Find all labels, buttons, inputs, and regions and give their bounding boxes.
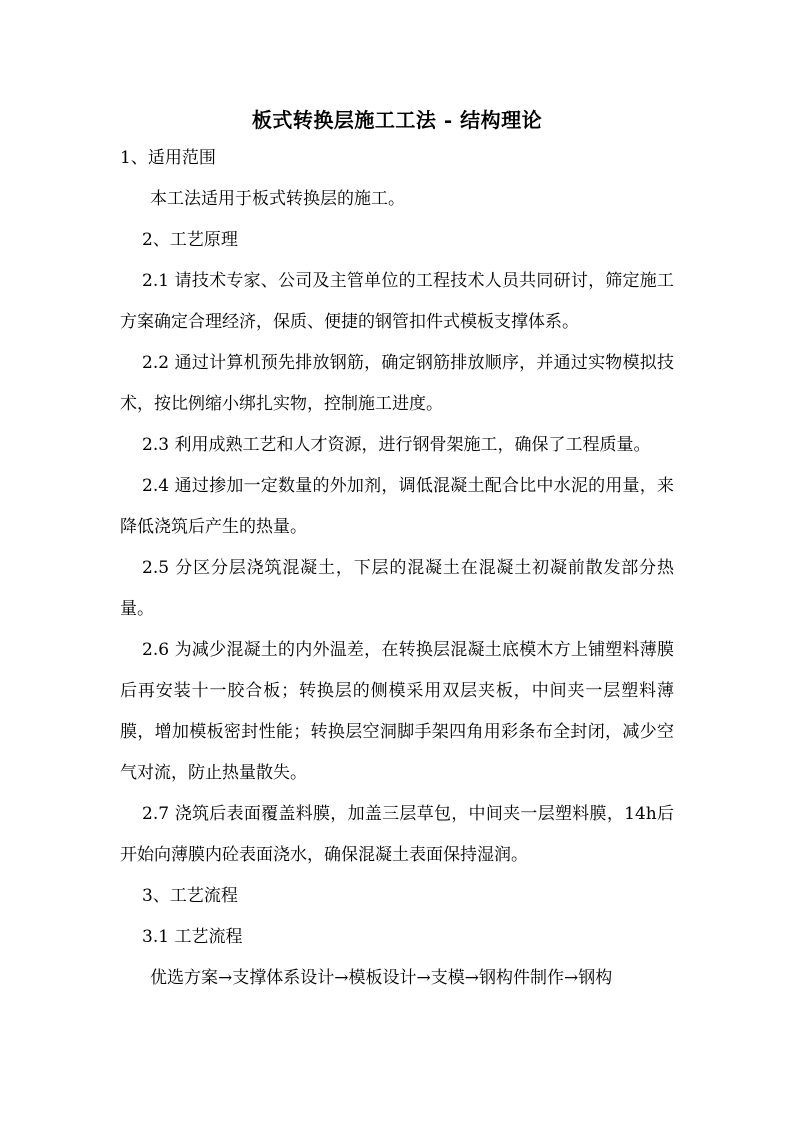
paragraph-2-7: 2.7 浇筑后表面覆盖料膜，加盖三层草包，中间夹一层塑料膜，14h后开始向薄膜内砼表面浇水，确保混凝土表面保持湿润。 (120, 804, 674, 865)
paragraph-2-2: 2.2 通过计算机预先排放钢筋，确定钢筋排放顺序，并通过实物模拟技术，按比例缩小绑扎实物，控制施工进度。 (120, 353, 674, 414)
process-flow-text: 优选方案→支撑体系设计→模板设计→支模→钢构件制作→钢构 (150, 968, 613, 988)
paragraph-2-6: 2.6 为减少混凝土的内外温差，在转换层混凝土底模木方上铺塑料薄膜后再安装十一胶合板；转换层的侧模采用双层夹板，中间夹一层塑料薄膜，增加模板密封性能；转换层空洞脚手架四角用彩条布全封闭，减少空气对流，防止热量散失。 (120, 640, 674, 783)
section-heading-2: 2、工艺原理 (142, 230, 238, 250)
paragraph-2-3: 2.3 利用成熟工艺和人才资源，进行钢骨架施工，确保了工程质量。 (142, 435, 651, 455)
section-heading-3: 3、工艺流程 (142, 886, 238, 906)
paragraph-2-1: 2.1 请技术专家、公司及主管单位的工程技术人员共同研讨，筛定施工方案确定合理经济，保质、便捷的钢管扣件式模板支撑体系。 (120, 271, 674, 332)
paragraph-2-5: 2.5 分区分层浇筑混凝土，下层的混凝土在混凝土初凝前散发部分热量。 (120, 558, 674, 619)
section-heading-1: 1、适用范围 (120, 148, 216, 168)
section-1-body: 本工法适用于板式转换层的施工。 (150, 189, 405, 209)
subsection-heading-3-1: 3.1 工艺流程 (142, 927, 243, 947)
paragraph-2-4: 2.4 通过掺加一定数量的外加剂，调低混凝土配合比中水泥的用量，来降低浇筑后产生的热量。 (120, 476, 674, 537)
document-title: 板式转换层施工工法 - 结构理论 (251, 108, 543, 132)
